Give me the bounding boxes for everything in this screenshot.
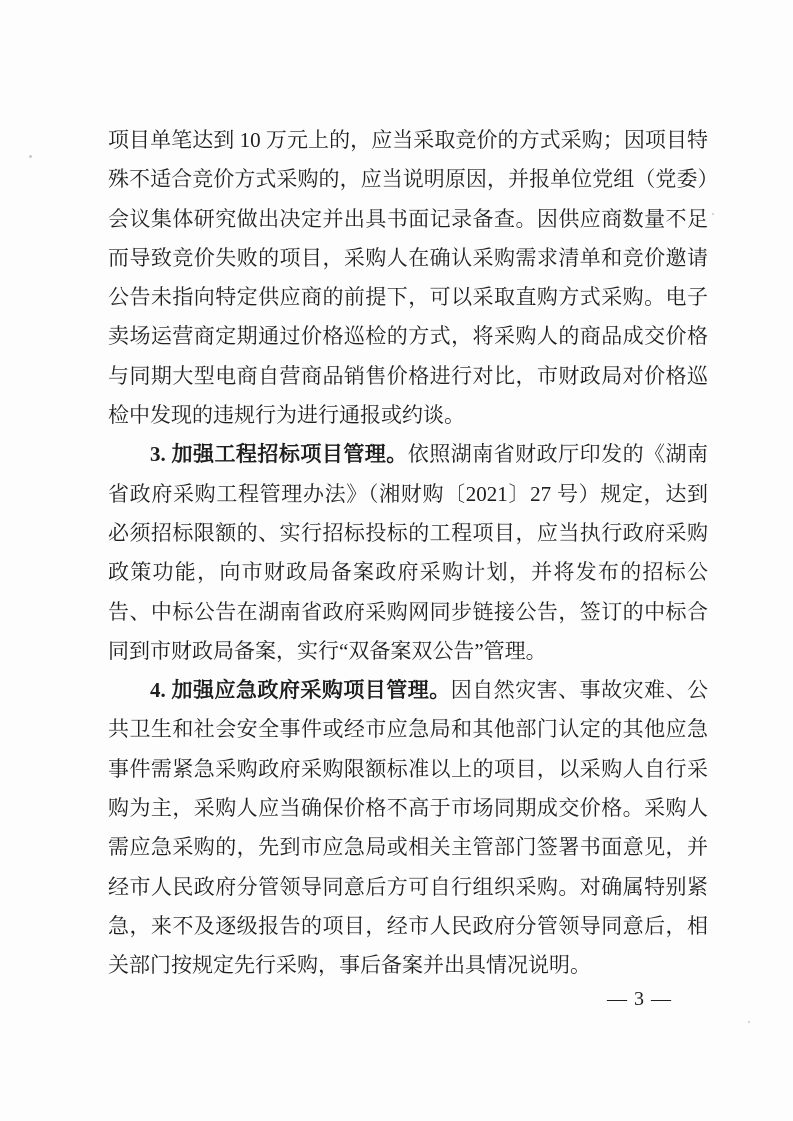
document-body bbox=[108, 121, 708, 986]
paragraph-lead: 3. 加强工程招标项目管理。 bbox=[150, 442, 408, 467]
scan-speck bbox=[748, 1021, 750, 1023]
paragraph-lead: 4. 加强应急政府采购项目管理。 bbox=[150, 678, 451, 703]
paragraph-item-4 bbox=[108, 671, 708, 985]
paragraph-item-3 bbox=[108, 435, 708, 671]
paragraph-continuation bbox=[108, 121, 708, 435]
scan-speck bbox=[29, 155, 32, 158]
paragraph-text: 依照湖南省财政厅印发的《湖南省政府采购工程管理办法》（湘财购〔2021〕27 号）规定，达到必须招标限额的、实行招标投标的工程项目，应当执行政府采购政策功能，向市财政局备案政府采购计划，并将发布的招标公告、中标公告在湖南省政府采购网同步链接公告，签订的中标合同到市财政局备案，实行“双备案双公告”管理。 bbox=[108, 442, 709, 663]
page-number: — 3 — bbox=[607, 988, 672, 1010]
scan-speck bbox=[712, 213, 714, 215]
paragraph-text: 项目单笔达到 10 万元上的，应当采取竞价的方式采购；因项目特殊不适合竞价方式采购的，应当说明原因，并报单位党组（党委）会议集体研究做出决定并出具书面记录备查。因供应商数量不足而导致竞价失败的项目，采购人在确认采购需求清单和竞价邀请公告未指向特定供应商的前提下，可以采取直购方式采购。电子卖场运营商定期通过价格巡检的方式，将采购人的商品成交价格与同期大型电商自营商品销售价格进行对比，市财政局对价格巡检中发现的违规行为进行通报或约谈。 bbox=[108, 128, 708, 428]
paragraph-text: 因自然灾害、事故灾难、公共卫生和社会安全事件或经市应急局和其他部门认定的其他应急事件需紧急采购政府采购限额标准以上的项目，以采购人自行采购为主，采购人应当确保价格不高于市场同期成交价格。采购人需应急采购的，先到市应急局或相关主管部门签署书面意见，并经市人民政府分管领导同意后方可自行组织采购。对确属特别紧急，来不及逐级报告的项目，经市人民政府分管领导同意后，相关部门按规定先行采购，事后备案并出具情况说明。 bbox=[108, 678, 708, 978]
